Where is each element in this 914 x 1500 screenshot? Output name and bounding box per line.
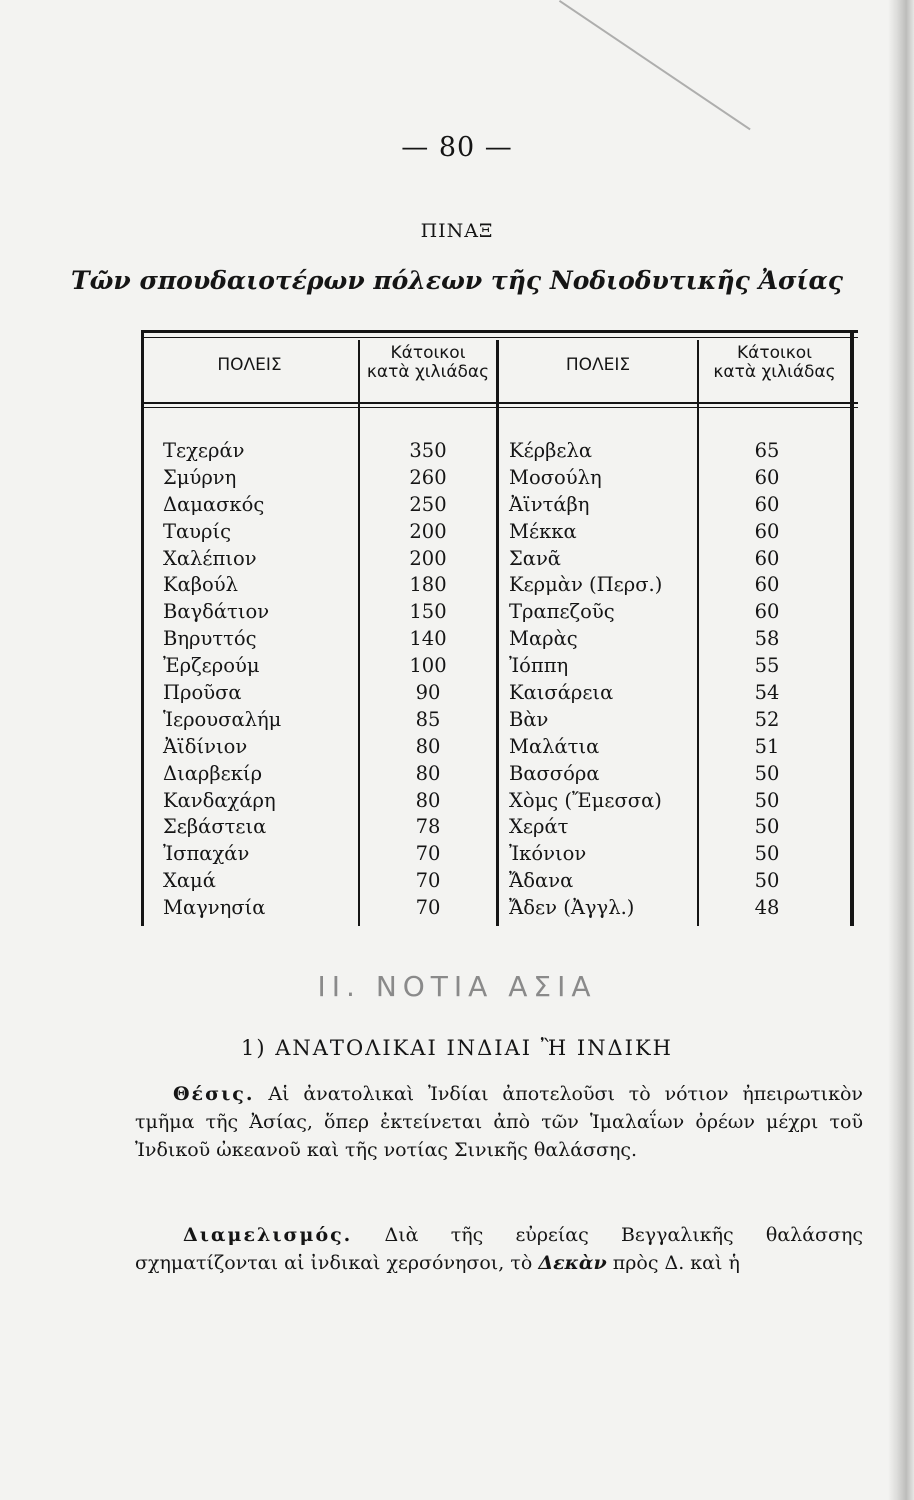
table-left-city-17: Χαμά xyxy=(163,869,216,893)
table-subtitle: Τῶν σπουδαιοτέρων πόλεων τῆς Νοδιοδυτικῆς Ἀσίας xyxy=(70,266,843,295)
table-left-population-4: 200 xyxy=(409,519,447,543)
table-left-city-1: Τεχεράν xyxy=(163,439,245,462)
table-right-city-14: Χὸμς (Ἔμεσσα) xyxy=(509,788,662,812)
table-right-population-8: 58 xyxy=(754,627,780,651)
table-right-city-11: Βὰν xyxy=(509,707,549,731)
table-right-city-9: Ἰόππη xyxy=(509,654,569,678)
table-left-city-8: Βηρυττός xyxy=(163,627,257,651)
column-population-right xyxy=(699,438,835,922)
table-left-city-10: Προῦσα xyxy=(163,681,242,705)
table-right-population-17: 50 xyxy=(754,869,780,893)
cities-table xyxy=(141,330,858,926)
table-left-border xyxy=(141,330,144,926)
table-left-population-18: 70 xyxy=(415,896,441,920)
column-cities-left xyxy=(163,438,358,922)
table-left-population-5: 200 xyxy=(409,546,447,570)
table-top-rule xyxy=(141,330,858,333)
table-right-population-12: 51 xyxy=(754,734,780,758)
table-left-city-12: Ἀϊδίνιον xyxy=(163,734,248,758)
table-right-population-6: 60 xyxy=(754,573,780,597)
table-left-population-13: 80 xyxy=(415,761,441,785)
header-population-right-line1: Κάτοικοι xyxy=(737,343,812,363)
table-top-rule-thin xyxy=(141,337,858,338)
column-cities-right xyxy=(509,438,697,922)
table-right-city-2: Μοσούλη xyxy=(509,465,602,489)
header-population-right xyxy=(699,344,850,382)
table-left-population-12: 80 xyxy=(415,734,441,758)
paragraph-position-text: Αἱ ἀνατολικαὶ Ἰνδίαι ἀποτελοῦσι τὸ νότιον ἠπειρωτικὸν τμῆμα τῆς Ἀσίας, ὅπερ ἐκτείνεται ἀπὸ τῶν Ἱμαλαΐων ὀρέων μέχρι τοῦ Ἰνδικοῦ ὠκεανοῦ καὶ τῆς νοτίας Σινικῆς θαλάσσης. xyxy=(135,1083,863,1161)
header-bottom-rule xyxy=(141,402,858,404)
table-left-population-3: 250 xyxy=(409,492,447,516)
table-left-city-11: Ἱερουσαλήμ xyxy=(163,707,282,731)
table-left-population-6: 180 xyxy=(409,573,447,597)
table-left-city-7: Βαγδάτιον xyxy=(163,600,270,624)
table-right-population-5: 60 xyxy=(754,546,780,570)
table-left-population-11: 85 xyxy=(415,707,441,731)
header-cities-left-label: ΠΟΛΕΙΣ xyxy=(217,355,282,375)
table-right-city-13: Βασσόρα xyxy=(509,761,600,785)
table-right-city-18: Ἄδεν (Ἀγγλ.) xyxy=(509,896,635,920)
table-right-city-5: Σανᾶ xyxy=(509,546,561,570)
table-right-population-14: 50 xyxy=(754,788,780,812)
header-population-left-line1: Κάτοικοι xyxy=(390,343,466,363)
header-cities-right xyxy=(499,356,697,375)
table-left-population-1: 350 xyxy=(409,439,447,462)
table-left-city-3: Δαμασκός xyxy=(163,492,265,516)
paragraph-division-label: Διαμελισμός. xyxy=(183,1224,353,1246)
paragraph-division-emphasis: Δεκὰν xyxy=(538,1252,607,1274)
page-number: — 80 — xyxy=(401,132,513,163)
table-left-population-10: 90 xyxy=(415,681,441,705)
table-right-population-18: 48 xyxy=(754,896,780,920)
table-left-population-14: 80 xyxy=(415,788,441,812)
table-right-population-10: 54 xyxy=(754,681,780,705)
table-right-population-13: 50 xyxy=(754,761,780,785)
table-left-population-2: 260 xyxy=(409,465,447,489)
subsection-heading: 1) ΑΝΑΤΟΛΙΚΑΙ ΙΝΔΙΑΙ Ἢ ΙΝΔΙΚΗ xyxy=(241,1036,673,1060)
paragraph-position xyxy=(135,1080,863,1164)
table-title: ΠΙΝΑΞ xyxy=(420,220,494,242)
header-population-left xyxy=(360,344,496,382)
table-left-city-9: Ἐρζερούμ xyxy=(163,654,260,678)
table-left-population-17: 70 xyxy=(415,869,441,893)
table-right-city-12: Μαλάτια xyxy=(509,734,600,758)
table-right-population-7: 60 xyxy=(754,600,780,624)
table-right-population-9: 55 xyxy=(754,654,780,678)
header-cities-right-label: ΠΟΛΕΙΣ xyxy=(565,355,631,375)
table-right-city-1: Κέρβελα xyxy=(509,439,593,462)
table-right-city-3: Ἀϊντάβη xyxy=(509,492,590,516)
paper-crease xyxy=(557,0,750,133)
table-left-city-2: Σμύρνη xyxy=(163,465,237,489)
table-left-city-4: Ταυρίς xyxy=(163,519,232,543)
table-right-city-17: Ἄδανα xyxy=(509,869,574,893)
table-left-population-8: 140 xyxy=(409,627,447,651)
table-right-population-1: 65 xyxy=(754,439,780,462)
table-right-city-4: Μέκκα xyxy=(509,519,577,543)
paragraph-position-label: Θέσις. xyxy=(173,1083,255,1105)
section-heading: ΙΙ. ΝΟΤΙΑ ΑΣΙΑ xyxy=(317,970,597,1003)
table-left-population-15: 78 xyxy=(415,815,441,839)
column-population-left xyxy=(360,438,496,922)
table-left-city-18: Μαγνησία xyxy=(163,896,266,920)
table-right-population-4: 60 xyxy=(754,519,780,543)
header-cities-left xyxy=(141,356,358,375)
table-left-city-6: Καβούλ xyxy=(163,573,238,597)
table-left-population-7: 150 xyxy=(409,600,447,624)
table-right-city-8: Μαρὰς xyxy=(509,627,578,651)
table-right-city-7: Τραπεζοῦς xyxy=(509,600,615,624)
table-left-population-9: 100 xyxy=(409,654,447,678)
column-divider-2 xyxy=(496,340,499,926)
table-left-city-13: Διαρβεκίρ xyxy=(163,761,263,785)
table-left-city-5: Χαλέπιον xyxy=(163,546,257,570)
header-bottom-rule-thin xyxy=(141,407,858,408)
paragraph-division-text-b: πρὸς Δ. καὶ ἡ xyxy=(612,1252,740,1274)
table-right-city-6: Κερμὰν (Περσ.) xyxy=(509,573,663,597)
table-right-city-15: Χεράτ xyxy=(509,815,569,839)
header-population-left-line2: κατὰ χιλιάδας xyxy=(366,362,490,382)
header-population-right-line2: κατὰ χιλιάδας xyxy=(713,362,836,382)
table-left-city-16: Ἰσπαχάν xyxy=(163,842,250,866)
table-right-population-2: 60 xyxy=(754,465,780,489)
table-left-city-15: Σεβάστεια xyxy=(163,815,267,839)
table-left-city-14: Κανδαχάρη xyxy=(163,788,276,812)
table-left-population-16: 70 xyxy=(415,842,441,866)
table-right-border xyxy=(850,330,854,926)
paragraph-division-text-a: Διὰ τῆς εὐρείας Βεγγαλικῆς θαλάσσης σχηματίζονται αἱ ἰνδικαὶ χερσόνησοι, τὸ xyxy=(135,1224,863,1274)
table-right-population-16: 50 xyxy=(754,842,780,866)
table-right-city-16: Ἰκόνιον xyxy=(509,842,587,866)
table-right-population-15: 50 xyxy=(754,815,780,839)
table-right-city-10: Καισάρεια xyxy=(509,681,614,705)
paragraph-division xyxy=(135,1221,863,1277)
table-right-population-3: 60 xyxy=(754,492,780,516)
table-right-population-11: 52 xyxy=(754,707,780,731)
